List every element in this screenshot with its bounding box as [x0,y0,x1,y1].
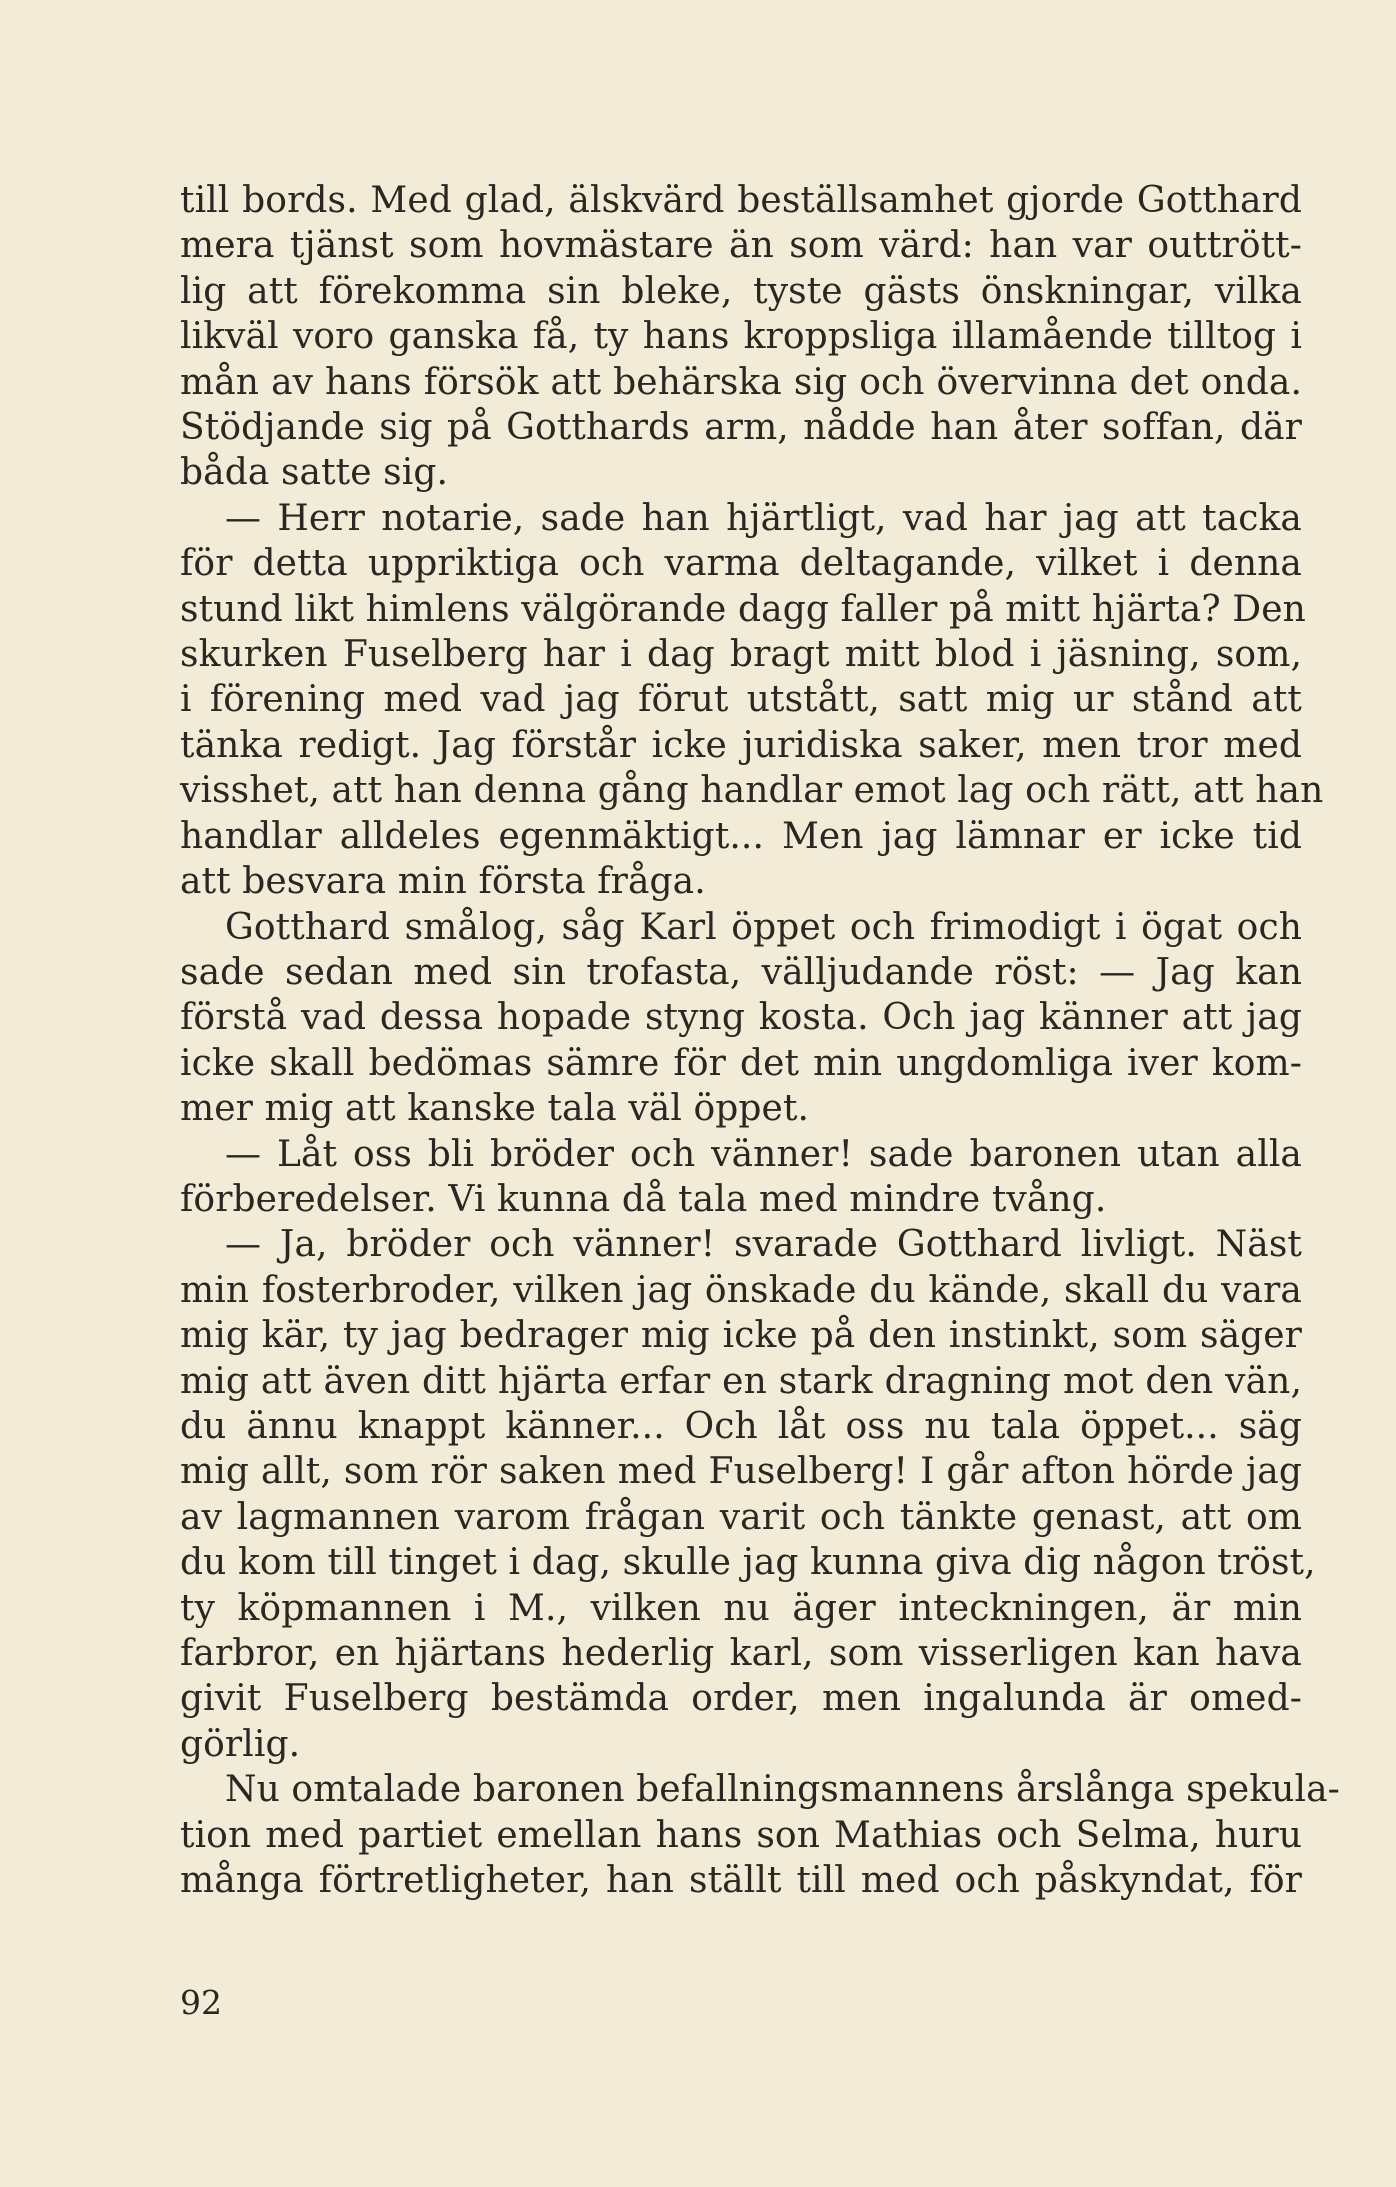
text-line: Nu omtalade baronen befallningsmannens årslånga spekula- [225,1769,1340,1811]
page-number: 92 [180,1983,222,2022]
text-line: mig kär, ty jag bedrager mig icke på den instinkt, som säger [180,1315,1302,1357]
text-line: Stödjande sig på Gotthards arm, nådde han åter soffan, där [180,407,1302,449]
body-text [180,178,1340,1903]
text-line: förberedelser. Vi kunna då tala med mindre tvång. [180,1178,1107,1220]
text-line: Gotthard smålog, såg Karl öppet och frimodigt i ögat och [225,906,1302,948]
text-line: i förening med vad jag förut utstått, satt mig ur stånd att [180,679,1302,721]
text-line: görlig. [180,1723,301,1765]
text-line: ty köpmannen i M., vilken nu äger inteckningen, är min [180,1587,1302,1629]
text-line: båda satte sig. [180,452,449,494]
text-line: skurken Fuselberg har i dag bragt mitt blod i jäsning, som, [180,634,1302,676]
text-line: förstå vad dessa hopade styng kosta. Och jag känner att jag [180,997,1302,1039]
text-line: likväl voro ganska få, ty hans kroppsliga illamående tilltog i [180,316,1302,358]
text-line: min fosterbroder, vilken jag önskade du kände, skall du vara [180,1269,1302,1311]
text-line: — Herr notarie, sade han hjärtligt, vad har jag att tacka [225,497,1302,539]
text-line: mån av hans försök att behärska sig och övervinna det onda. [180,361,1302,403]
text-line: — Låt oss bli bröder och vänner! sade baronen utan alla [225,1133,1302,1175]
text-line: lig att förekomma sin bleke, tyste gästs önskningar, vilka [180,270,1302,312]
text-line: för detta uppriktiga och varma deltagande, vilket i denna [180,543,1302,585]
text-line: till bords. Med glad, älskvärd beställsamhet gjorde Gotthard [180,180,1302,221]
text-line: du kom till tinget i dag, skulle jag kunna giva dig någon tröst, [180,1542,1316,1584]
text-line: — Ja, bröder och vänner! svarade Gotthard livligt. Näst [225,1224,1302,1266]
text-line: icke skall bedömas sämre för det min ungdomliga iver kom- [180,1042,1302,1084]
text-line: tion med partiet emellan hans son Mathias och Selma, huru [180,1814,1302,1856]
text-line: av lagmannen varom frågan varit och tänkte genast, att om [180,1496,1302,1538]
text-line: visshet, att han denna gång handlar emot lag och rätt, att han [180,770,1324,812]
text-line: givit Fuselberg bestämda order, men ingalunda är omed- [180,1678,1302,1720]
text-line: mer mig att kanske tala väl öppet. [180,1088,810,1130]
text-line: du ännu knappt känner... Och låt oss nu tala öppet... säg [180,1405,1302,1447]
text-line: stund likt himlens välgörande dagg faller på mitt hjärta? Den [180,588,1306,630]
text-line: tänka redigt. Jag förstår icke juridiska saker, men tror med [180,724,1302,766]
text-line: farbror, en hjärtans hederlig karl, som visserligen kan hava [180,1633,1302,1674]
text-line: handlar alldeles egenmäktigt... Men jag lämnar er icke tid [180,815,1302,857]
text-line: mig allt, som rör saken med Fuselberg! I går afton hörde jag [180,1451,1302,1493]
text-line: sade sedan med sin trofasta, välljudande röst: — Jag kan [180,951,1302,993]
text-line: många förtretligheter, han ställt till med och påskyndat, för [180,1860,1302,1902]
text-line: mig att även ditt hjärta erfar en stark dragning mot den vän, [180,1360,1302,1402]
text-line: mera tjänst som hovmästare än som värd: han var outtrött- [180,225,1302,267]
text-line: att besvara min första fråga. [180,861,706,903]
